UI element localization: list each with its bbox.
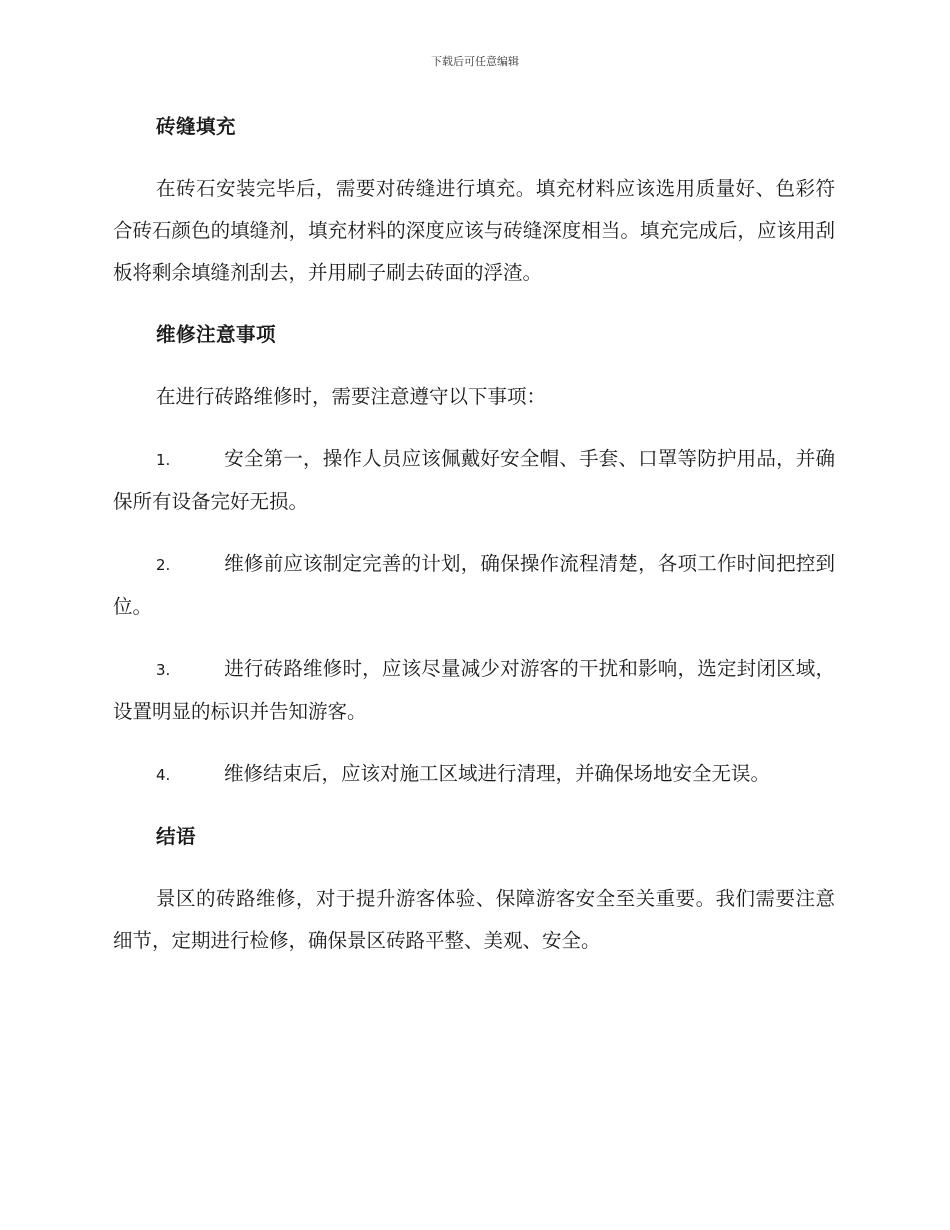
list-item-number: 4. (156, 766, 171, 784)
list-item-number: 3. (156, 661, 171, 679)
list-item-text: 维修结束后，应该对施工区域进行清理，并确保场地安全无误。 (224, 762, 771, 785)
list-item (113, 543, 835, 628)
list-item-number: 1. (156, 451, 171, 469)
section-heading-maintenance-notes: 维修注意事项 (156, 323, 277, 346)
list-item (113, 438, 835, 523)
list-item-text: 维修前应该制定完善的计划，确保操作流程清楚，各项工作时间把控到位。 (113, 552, 835, 618)
page-header: 下载后可任意编辑 (431, 55, 519, 68)
section-heading-conclusion: 结语 (156, 825, 197, 848)
list-item (113, 648, 835, 733)
list-item-text: 进行砖路维修时，应该尽量减少对游客的干扰和影响，选定封闭区域，设置明显的标识并告知游客。 (113, 657, 835, 723)
section-heading-grout-filling: 砖缝填充 (156, 115, 237, 138)
paragraph-conclusion: 景区的砖路维修，对于提升游客体验、保障游客安全至关重要。我们需要注意细节，定期进行检修，确保景区砖路平整、美观、安全。 (113, 887, 835, 952)
paragraph-grout-filling: 在砖石安装完毕后，需要对砖缝进行填充。填充材料应该选用质量好、色彩符合砖石颜色的填缝剂，填充材料的深度应该与砖缝深度相当。填充完成后，应该用刮板将剩余填缝剂刮去，并用刷子刷去砖面的浮渣。 (113, 177, 835, 284)
list-item (113, 753, 835, 796)
list-item-text: 安全第一，操作人员应该佩戴好安全帽、手套、口罩等防护用品，并确保所有设备完好无损。 (113, 447, 835, 513)
paragraph-maintenance-intro: 在进行砖路维修时，需要注意遵守以下事项： (156, 385, 547, 408)
list-item-number: 2. (156, 556, 171, 574)
document-body (113, 106, 835, 982)
